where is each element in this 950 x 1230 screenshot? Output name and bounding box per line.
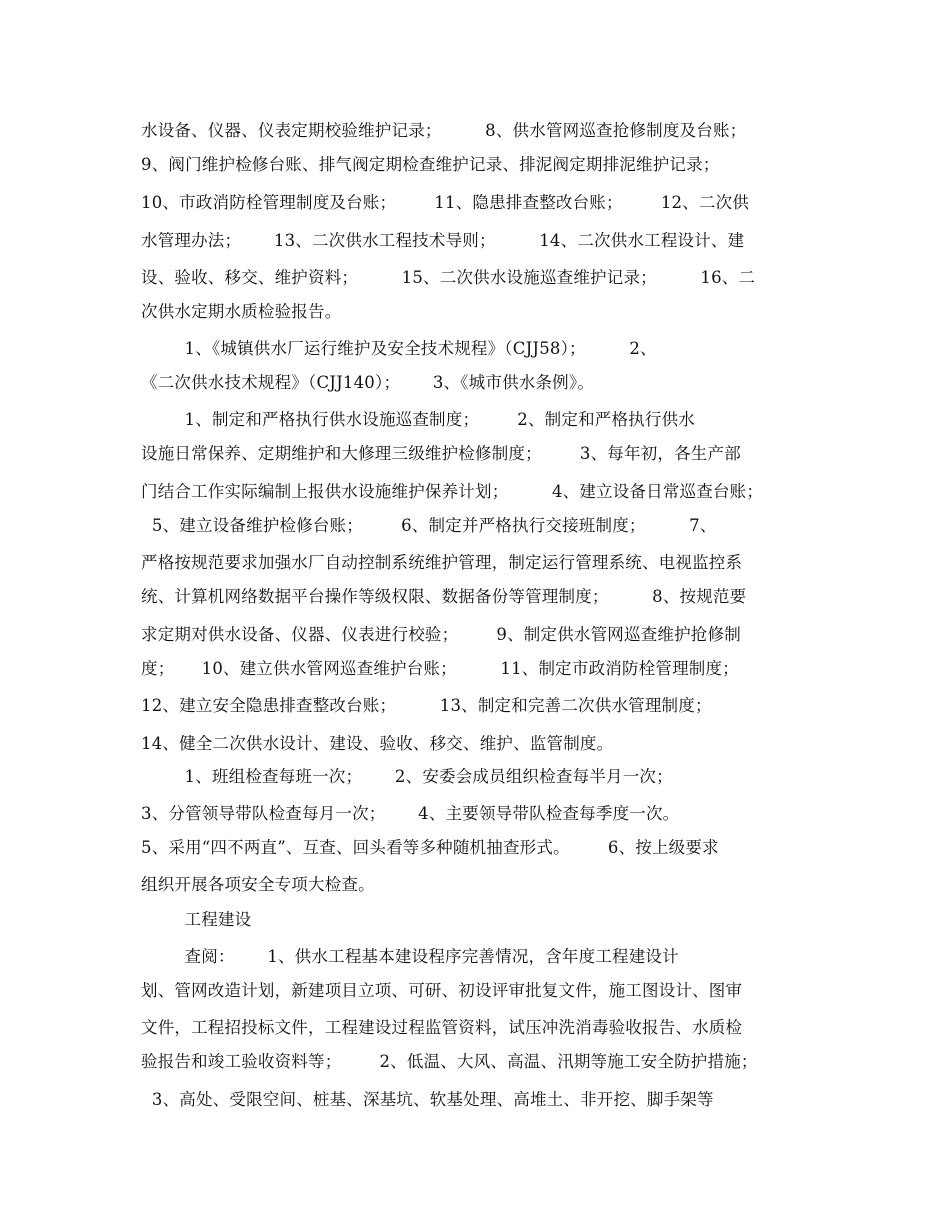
text-line: 统、计算机网络数据平台操作等级权限、数据备份等管理制度； 8、按规范要 — [141, 587, 747, 606]
text-line: 3、分管领导带队检查每月一次； 4、主要领导带队检查每季度一次。 — [141, 804, 680, 823]
text-line: 10、市政消防栓管理制度及台账； 11、隐患排查整改台账； 12、二次供 — [141, 193, 750, 212]
text-line: 《二次供水技术规程》（CJJ140）； 3、《城市供水条例》。 — [141, 373, 595, 392]
text-line: 划、管网改造计划，新建项目立项、可研、初设评审批复文件，施工图设计、图审 — [141, 981, 743, 1000]
text-line: 求定期对供水设备、仪器、仪表进行校验； 9、制定供水管网巡查维护抢修制 — [141, 625, 741, 644]
text-line: 12、建立安全隐患排查整改台账； 13、制定和完善二次供水管理制度； — [141, 696, 712, 715]
text-line: 文件，工程招投标文件，工程建设过程监管资料，试压冲洗消毒验收报告、水质检 — [141, 1018, 743, 1037]
text-line: 水管理办法； 13、二次供水工程技术导则； 14、二次供水工程设计、建 — [141, 231, 745, 250]
text-line: 14、健全二次供水设计、建设、验收、移交、维护、监管制度。 — [141, 734, 614, 753]
text-line: 组织开展各项安全专项大检查。 — [141, 875, 375, 894]
text-line: 水设备、仪器、仪表定期校验维护记录； 8、供水管网巡查抢修制度及台账； — [141, 121, 747, 140]
text-line: 9、阀门维护检修台账、排气阀定期检查维护记录、排泥阀定期排泥维护记录； — [141, 155, 720, 174]
text-line: 5、采用“四不两直”、互查、回头看等多种随机抽查形式。 6、按上级要求 — [141, 838, 719, 857]
text-line: 1、班组检查每班一次； 2、安委会成员组织检查每半月一次； — [141, 767, 673, 786]
text-line: 查阅： 1、供水工程基本建设程序完善情况，含年度工程建设计 — [141, 947, 679, 966]
text-line: 严格按规范要求加强水厂自动控制系统维护管理，制定运行管理系统、电视监控系 — [141, 553, 743, 572]
text-line: 门结合工作实际编制上报供水设施维护保养计划； 4、建立设备日常巡查台账； — [141, 482, 764, 501]
text-line: 3、高处、受限空间、桩基、深基坑、软基处理、高堆土、非开挖、脚手架等 — [141, 1090, 714, 1109]
section-heading: 工程建设 — [141, 910, 252, 929]
text-line: 5、建立设备维护检修台账； 6、制定并严格执行交接班制度； 7、 — [141, 516, 717, 535]
text-line: 设、验收、移交、维护资料； 15、二次供水设施巡查维护记录； 16、二 — [141, 268, 756, 287]
text-line: 验报告和竣工验收资料等； 2、低温、大风、高温、汛期等施工安全防护措施； — [141, 1052, 758, 1071]
text-line: 次供水定期水质检验报告。 — [141, 302, 342, 321]
text-line: 1、《城镇供水厂运行维护及安全技术规程》（CJJ58）； 2、 — [141, 339, 657, 358]
text-line: 1、制定和严格执行供水设施巡查制度； 2、制定和严格执行供水 — [141, 410, 695, 429]
text-line: 度； 10、建立供水管网巡查维护台账； 11、制定市政消防栓管理制度； — [141, 659, 739, 678]
text-line: 设施日常保养、定期维护和大修理三级维护检修制度； 3、每年初，各生产部 — [141, 444, 741, 463]
